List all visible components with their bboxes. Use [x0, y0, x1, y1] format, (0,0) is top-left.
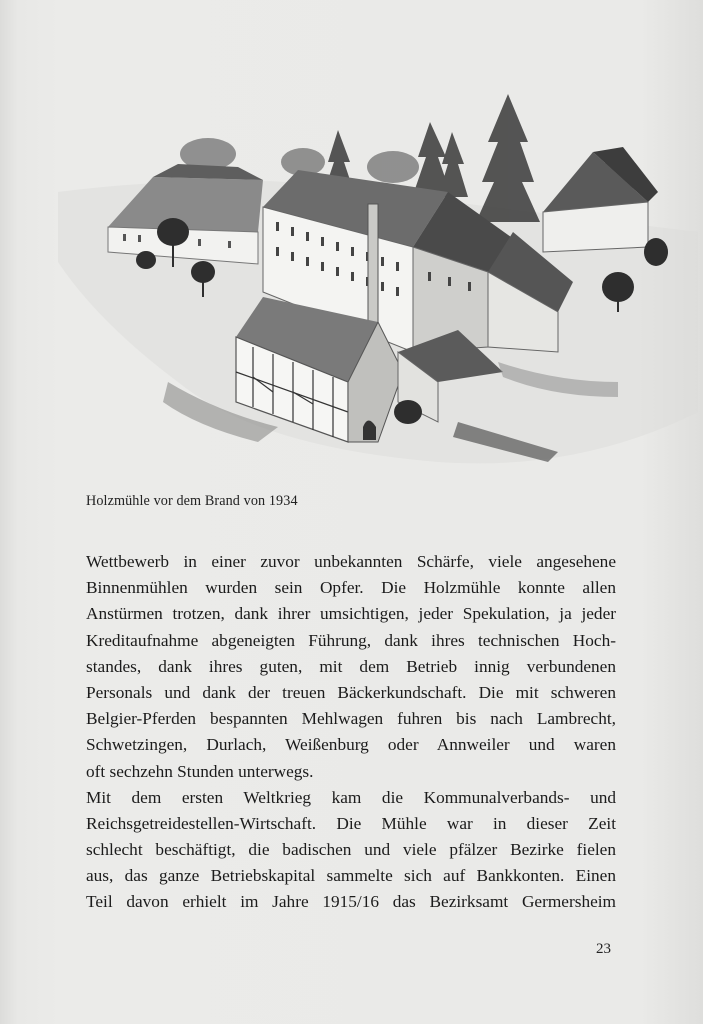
- page-number: 23: [596, 941, 611, 957]
- text-line: Binnenmühlen wurden sein Opfer. Die Holzmühle konnte allen: [86, 578, 616, 598]
- text-line: Belgier-Pferden bespannten Mehlwagen fuhren bis nach Lambrecht,: [86, 709, 616, 729]
- text-line: schlecht beschäftigt, die badischen und viele pfälzer Bezirke fielen: [86, 840, 616, 860]
- text-line: aus, das ganze Betriebskapital sammelte sich auf Bankkonten. Einen: [86, 866, 616, 886]
- text-line: Kreditaufnahme abgeneigten Führung, dank ihres technischen Hoch-: [86, 630, 616, 650]
- text-line: Reichsgetreidestellen-Wirtschaft. Die Mühle war in dieser Zeit: [86, 813, 616, 833]
- text-line: standes, dank ihres guten, mit dem Betrieb innig verbundenen: [86, 656, 616, 676]
- body-text: [86, 549, 616, 916]
- figure-caption: Holzmühle vor dem Brand von 1934: [86, 493, 298, 509]
- mill-illustration: [58, 82, 698, 472]
- text-line: Anstürmen trotzen, dank ihrer umsichtigen, jeder Spekulation, ja jeder: [86, 604, 616, 624]
- text-line: Personals und dank der treuen Bäckerkundschaft. Die mit schweren: [86, 682, 616, 702]
- text-line: Schwetzingen, Durlach, Weißenburg oder Annweiler und waren: [86, 735, 616, 755]
- text-line: Wettbewerb in einer zuvor unbekannten Schärfe, viele angesehene: [86, 552, 616, 571]
- text-line: Mit dem ersten Weltkrieg kam die Kommunalverbands- und: [86, 787, 616, 807]
- text-line: Teil davon erhielt im Jahre 1915/16 das Bezirksamt Germersheim: [86, 892, 616, 912]
- text-line: oft sechzehn Stunden unterwegs.: [86, 761, 314, 781]
